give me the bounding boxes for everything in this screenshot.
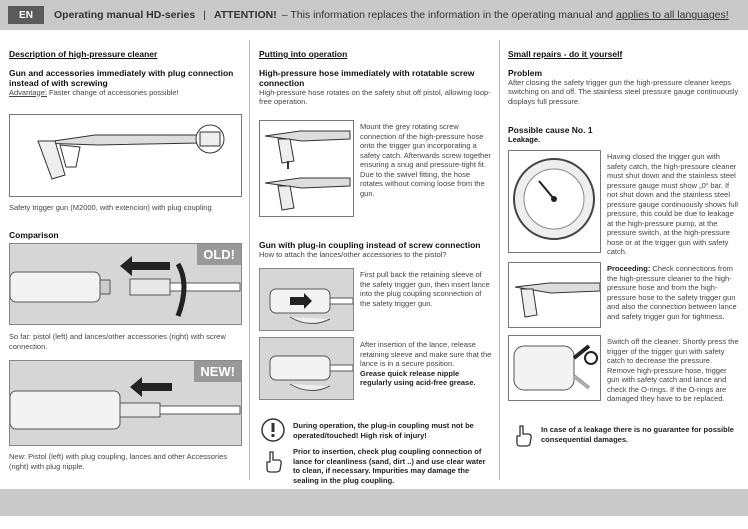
trigger-gun-image xyxy=(508,262,601,328)
cause-heading: Possible cause No. 1 Leakage. xyxy=(508,125,593,144)
header-bar xyxy=(0,0,748,30)
switch-off-text: Switch off the cleaner. Shortly press the trigger of the trigger gun with safety catch to decrease the pressure. Remove high-pressure hose, trigger gun with safety catch and lance and check the O-rings. If the O-rings are damaged they have to be replaced. xyxy=(607,337,739,403)
languages-link[interactable]: applies to all languages! xyxy=(616,9,729,21)
release-sleeve-image xyxy=(259,337,354,400)
after-insertion-text: After insertion of the lance, release retaining sleeve and make sure that the lance is in a secure position. Grease quick release nipple regularly using acid-free grease. xyxy=(360,340,492,387)
leakage-note: In case of a leakage there is no guarantee for possible consequential damages. xyxy=(541,425,734,444)
header-separator: | xyxy=(203,9,206,21)
language-badge: EN xyxy=(8,6,44,24)
column-operation xyxy=(259,50,493,107)
section-title: Small repairs - do it yourself xyxy=(508,49,623,59)
plug-section xyxy=(259,240,493,260)
footer-bar xyxy=(0,489,748,516)
column-description xyxy=(9,50,244,97)
proceeding-text: Proceeding: Check connections from the high-pressure cleaner to the high-pressure hose and from the high-pressure hose to the safety trigger gun and also the connection between lance and safety trigger gun for tightness. xyxy=(607,264,737,321)
attention-label: ATTENTION! xyxy=(213,9,277,21)
problem-text: After closing the safety trigger gun the high-pressure cleaner keeps switching on and off. The stainless steel pressure gauge continuously displays full pressure. xyxy=(508,77,739,106)
old-connection-image xyxy=(9,243,242,325)
o-ring-image xyxy=(508,335,601,401)
section-title: Putting into operation xyxy=(259,49,348,59)
pull-text: First pull back the retaining sleeve of the safety trigger gun, then insert lance into the plug coupling sconnection of the safety trigger gun. xyxy=(360,270,490,308)
column-repairs xyxy=(508,50,740,106)
comparison-title: Comparison xyxy=(9,230,59,240)
attention-message: – This information replaces the information in the operating manual and applies to all languages! xyxy=(281,9,729,21)
warning-text: During operation, the plug-in coupling must not be operated/touched! High risk of injury! xyxy=(293,421,474,440)
gun-image xyxy=(9,114,242,197)
old-caption: So far: pistol (left) and lances/other accessories (right) with screw connection. xyxy=(9,332,226,351)
tip-text: Prior to insertion, check plug coupling connection of lance for cleanliness (sand, dirt ..) and use clear water to clean, if necessary. Impurities may damage the sealing in the plug coupling. xyxy=(293,447,486,485)
pointing-hand-icon xyxy=(262,450,284,474)
gauge-text: Having closed the trigger gun with safety catch, the high-pressure cleaner must shut down and the stainless steel pressure gauge must show „0“ bar. If not shut down and the stainless steel pressure gauge continuously shows full pressure, this could be due to leakage at the high-pressure pump, at the pressure switch, at the high-pressure hose or at the trigger gun with safety catch. xyxy=(607,152,738,256)
plug-intro: How to attach the lances/other accessories to the pistol? xyxy=(259,250,447,259)
subtitle: Gun and accessories immediately with plug connection instead of with screwing xyxy=(9,67,234,88)
mount-text: Mount the grey rotating screw connection of the high-pressure hose onto the trigger gun incorporating a safety catch. Afterwards screw together ensuring a snug and pressure-tight fit. Due to the swivel fitting, the hose rotates without coming loose from the gun. xyxy=(360,122,491,198)
old-badge: OLD! xyxy=(197,244,241,265)
pointing-hand-icon xyxy=(512,424,534,448)
pressure-gauge-image xyxy=(508,150,601,253)
exclamation-icon xyxy=(261,418,285,442)
new-caption: New: Pistol (left) with plug coupling, lances and other Accessories (right) with plug nipple. xyxy=(9,452,228,471)
column-divider xyxy=(499,40,500,480)
section-title: Description of high-pressure cleaner xyxy=(9,49,158,59)
hose-mount-image xyxy=(259,120,354,217)
manual-title: Operating manual HD-series xyxy=(54,9,196,21)
plug-title: Gun with plug-in coupling instead of screw connection xyxy=(259,240,481,250)
insert-lance-image xyxy=(259,268,354,331)
advantage-text: Advantage: Faster change of accessories possible! xyxy=(9,87,179,97)
hose-intro: High-pressure hose rotates on the safety shut off pistol, allowing loop-free operation. xyxy=(259,87,491,106)
subtitle: High-pressure hose immediately with rotatable screw connection xyxy=(259,67,475,88)
new-badge: NEW! xyxy=(194,361,241,382)
gun-caption: Safety trigger gun (M2000, with extencion) with plug coupling xyxy=(9,203,212,212)
problem-title: Problem xyxy=(508,67,543,78)
column-divider xyxy=(249,40,250,480)
new-connection-image xyxy=(9,360,242,446)
